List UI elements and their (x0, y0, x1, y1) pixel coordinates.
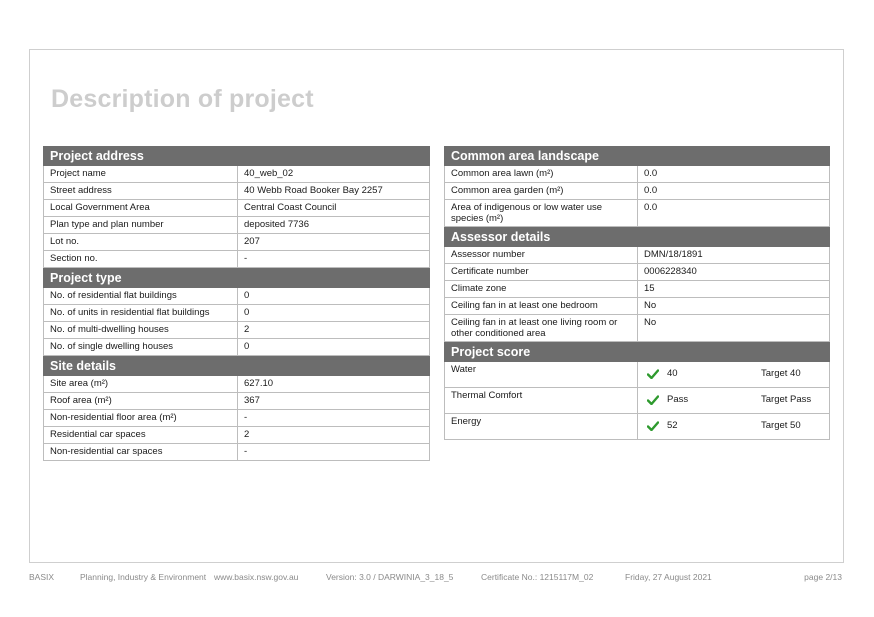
row-label: Residential car spaces (44, 427, 238, 444)
row-value: 207 (238, 234, 430, 251)
row-label: Climate zone (445, 281, 638, 298)
right-column (444, 146, 830, 440)
table-row (44, 410, 430, 427)
row-label: Ceiling fan in at least one living room or other conditioned area (445, 315, 638, 342)
score-value: 52 (667, 420, 678, 431)
score-value-cell (638, 414, 830, 440)
table-row (44, 444, 430, 461)
table-row (44, 339, 430, 356)
row-label: Non-residential car spaces (44, 444, 238, 461)
table-row (44, 305, 430, 322)
row-label: Assessor number (445, 247, 638, 264)
section-heading-site-details: Site details (43, 356, 430, 376)
table-row (445, 298, 830, 315)
score-label: Thermal Comfort (445, 388, 638, 414)
table-row (44, 393, 430, 410)
table-row (445, 183, 830, 200)
section-heading-project-address: Project address (43, 146, 430, 166)
row-label: Certificate number (445, 264, 638, 281)
row-label: No. of residential flat buildings (44, 288, 238, 305)
common-area-landscape-table (444, 166, 830, 227)
footer-page-number: page 2/13 (804, 572, 842, 582)
site-details-table (43, 376, 430, 461)
check-icon (647, 369, 659, 379)
row-value: 0 (238, 339, 430, 356)
score-value-cell (638, 388, 830, 414)
table-row (445, 315, 830, 342)
row-label: No. of single dwelling houses (44, 339, 238, 356)
row-value: 0.0 (638, 166, 830, 183)
row-label: No. of units in residential flat buildings (44, 305, 238, 322)
section-heading-project-type: Project type (43, 268, 430, 288)
page-title: Description of project (51, 85, 314, 113)
row-value: No (638, 315, 830, 342)
score-target: Target 40 (761, 368, 801, 379)
table-row (445, 200, 830, 227)
table-row (44, 200, 430, 217)
row-label: Common area lawn (m²) (445, 166, 638, 183)
row-label: Roof area (m²) (44, 393, 238, 410)
row-value: 15 (638, 281, 830, 298)
row-value: - (238, 444, 430, 461)
footer-product: BASIX (29, 572, 55, 582)
row-value: deposited 7736 (238, 217, 430, 234)
table-row (44, 234, 430, 251)
table-row (445, 166, 830, 183)
row-value: 0 (238, 288, 430, 305)
project-type-table (43, 288, 430, 356)
row-value: 0006228340 (638, 264, 830, 281)
project-score-table (444, 362, 830, 440)
score-value: 40 (667, 368, 678, 379)
table-row (445, 414, 830, 440)
row-value: 2 (238, 427, 430, 444)
row-value: No (638, 298, 830, 315)
score-label: Water (445, 362, 638, 388)
row-value: 40 Webb Road Booker Bay 2257 (238, 183, 430, 200)
table-row (44, 183, 430, 200)
row-value: 627.10 (238, 376, 430, 393)
row-value: - (238, 251, 430, 268)
project-address-table (43, 166, 430, 268)
footer-department: Planning, Industry & Environment (80, 572, 207, 582)
table-row (445, 264, 830, 281)
row-value: 0.0 (638, 183, 830, 200)
row-label: Non-residential floor area (m²) (44, 410, 238, 427)
row-value: 367 (238, 393, 430, 410)
left-column (43, 146, 430, 461)
table-row (445, 362, 830, 388)
score-target: Target Pass (761, 394, 812, 405)
row-label: Area of indigenous or low water use species (m²) (445, 200, 638, 227)
row-value: 0 (238, 305, 430, 322)
table-row (44, 288, 430, 305)
row-value: - (238, 410, 430, 427)
section-heading-assessor-details: Assessor details (444, 227, 830, 247)
footer-date: Friday, 27 August 2021 (625, 572, 712, 582)
row-label: Ceiling fan in at least one bedroom (445, 298, 638, 315)
row-label: Project name (44, 166, 238, 183)
row-value: 2 (238, 322, 430, 339)
table-row (445, 281, 830, 298)
table-row (44, 217, 430, 234)
row-label: Local Government Area (44, 200, 238, 217)
score-target: Target 50 (761, 420, 801, 431)
score-value: Pass (667, 394, 689, 405)
row-label: Section no. (44, 251, 238, 268)
table-row (44, 166, 430, 183)
footer-version: Version: 3.0 / DARWINIA_3_18_5 (326, 572, 454, 582)
row-label: Common area garden (m²) (445, 183, 638, 200)
footer-certificate: Certificate No.: 1215117M_02 (481, 572, 594, 582)
row-label: Street address (44, 183, 238, 200)
check-icon (647, 395, 659, 405)
table-row (445, 388, 830, 414)
row-label: Site area (m²) (44, 376, 238, 393)
row-value: 40_web_02 (238, 166, 430, 183)
table-row (44, 251, 430, 268)
assessor-details-table (444, 247, 830, 342)
row-label: No. of multi-dwelling houses (44, 322, 238, 339)
table-row (44, 322, 430, 339)
section-heading-project-score: Project score (444, 342, 830, 362)
score-value-cell (638, 362, 830, 388)
table-row (445, 247, 830, 264)
section-heading-common-area-landscape: Common area landscape (444, 146, 830, 166)
row-value: Central Coast Council (238, 200, 430, 217)
row-label: Lot no. (44, 234, 238, 251)
score-label: Energy (445, 414, 638, 440)
footer-website-link[interactable]: www.basix.nsw.gov.au (214, 572, 299, 582)
check-icon (647, 421, 659, 431)
row-label: Plan type and plan number (44, 217, 238, 234)
table-row (44, 427, 430, 444)
row-value: 0.0 (638, 200, 830, 227)
table-row (44, 376, 430, 393)
row-value: DMN/18/1891 (638, 247, 830, 264)
